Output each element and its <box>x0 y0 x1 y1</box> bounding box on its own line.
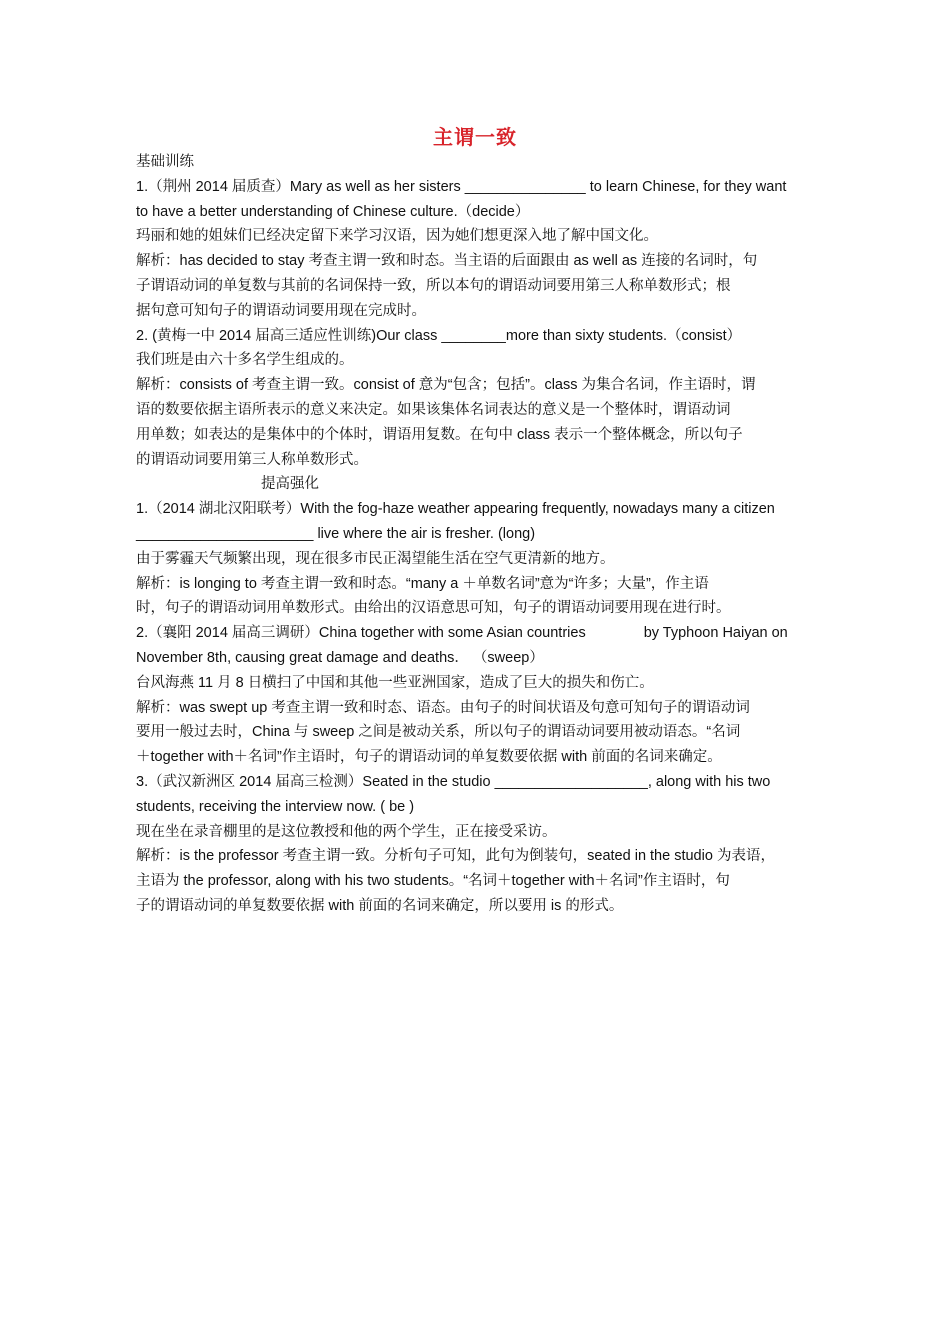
question-line: to have a better understanding of Chinese culture.（decide） <box>136 203 530 220</box>
analysis-line: 解析：consists of 考查主谓一致。consist of 意为“包含；包括”。class 为集合名词，作主语时，谓 <box>136 377 756 394</box>
translation-line: 台风海燕 11 月 8 日横扫了中国和其他一些亚洲国家，造成了巨大的损失和伤亡。 <box>136 674 654 691</box>
analysis-line: 要用一般过去时，China 与 sweep 之间是被动关系，所以句子的谓语动词要用被动语态。“名词 <box>136 724 741 741</box>
question-text: 2.（襄阳 2014 届高三调研）China together with some Asian countries <box>136 625 586 642</box>
analysis-line: 解析：is the professor 考查主谓一致。分析句子可知，此句为倒装句，seated in the studio 为表语， <box>136 848 775 865</box>
document-body <box>136 150 826 919</box>
question-text: by Typhoon Haiyan on <box>643 625 788 642</box>
analysis-line: 的谓语动词要用第三人称单数形式。 <box>136 451 368 468</box>
analysis-line: 语的数要依据主语所表示的意义来决定。如果该集体名词表达的意义是一个整体时，谓语动词 <box>136 401 731 418</box>
analysis-line: 子的谓语动词的单复数要依据 with 前面的名词来确定，所以要用 is 的形式。 <box>136 897 624 914</box>
analysis-line: 子谓语动词的单复数与其前的名词保持一致，所以本句的谓语动词要用第三人称单数形式；根 <box>136 277 731 294</box>
analysis-line: 主语为 the professor, along with his two students。“名词＋together with＋名词”作主语时，句 <box>136 873 730 890</box>
question-line: 1.（荆州 2014 届质查）Mary as well as her sisters _______________ to learn Chinese, for they want <box>136 178 787 195</box>
section-heading-advanced: 提高强化 <box>261 476 319 493</box>
analysis-line: ＋together with＋名词”作主语时，句子的谓语动词的单复数要依据 with 前面的名词来确定。 <box>136 749 722 766</box>
page-title: 主谓一致 <box>433 125 517 149</box>
question-line: students, receiving the interview now. ( be ) <box>136 798 415 815</box>
translation-line: 玛丽和她的姐妹们已经决定留下来学习汉语，因为她们想更深入地了解中国文化。 <box>136 228 658 245</box>
analysis-line: 解析：is longing to 考查主谓一致和时态。“many a ＋单数名词”意为“许多；大量”，作主语 <box>136 575 709 592</box>
analysis-line: 解析：was swept up 考查主谓一致和时态、语态。由句子的时间状语及句意可知句子的谓语动词 <box>136 699 750 716</box>
question-line <box>136 621 826 646</box>
question-line: 3.（武汉新洲区 2014 届高三检测）Seated in the studio ___________________, along with his two <box>136 773 771 790</box>
translation-line: 由于雾霾天气频繁出现，现在很多市民正渴望能生活在空气更清新的地方。 <box>136 550 615 567</box>
translation-line: 现在坐在录音棚里的是这位教授和他的两个学生，正在接受采访。 <box>136 823 557 840</box>
analysis-line: 时，句子的谓语动词用单数形式。由给出的汉语意思可知，句子的谓语动词要用现在进行时。 <box>136 600 731 617</box>
analysis-line: 解析：has decided to stay 考查主谓一致和时态。当主语的后面跟由 as well as 连接的名词时，句 <box>136 253 758 270</box>
question-line: 2. (黄梅一中 2014 届高三适应性训练)Our class ________more than sixty students.（consist） <box>136 327 742 344</box>
analysis-line: 用单数；如表达的是集体中的个体时，谓语用复数。在句中 class 表示一个整体概念，所以句子 <box>136 426 743 443</box>
analysis-line: 据句意可知句子的谓语动词要用现在完成时。 <box>136 302 426 319</box>
question-line: 1.（2014 湖北汉阳联考）With the fog-haze weather appearing frequently, nowadays many a citizen <box>136 501 775 518</box>
question-line: November 8th, causing great damage and deaths． （sweep） <box>136 649 544 666</box>
question-line: ______________________ live where the air is fresher. (long) <box>136 525 536 542</box>
section-heading-basic: 基础训练 <box>136 154 194 170</box>
translation-line: 我们班是由六十多名学生组成的。 <box>136 352 354 369</box>
